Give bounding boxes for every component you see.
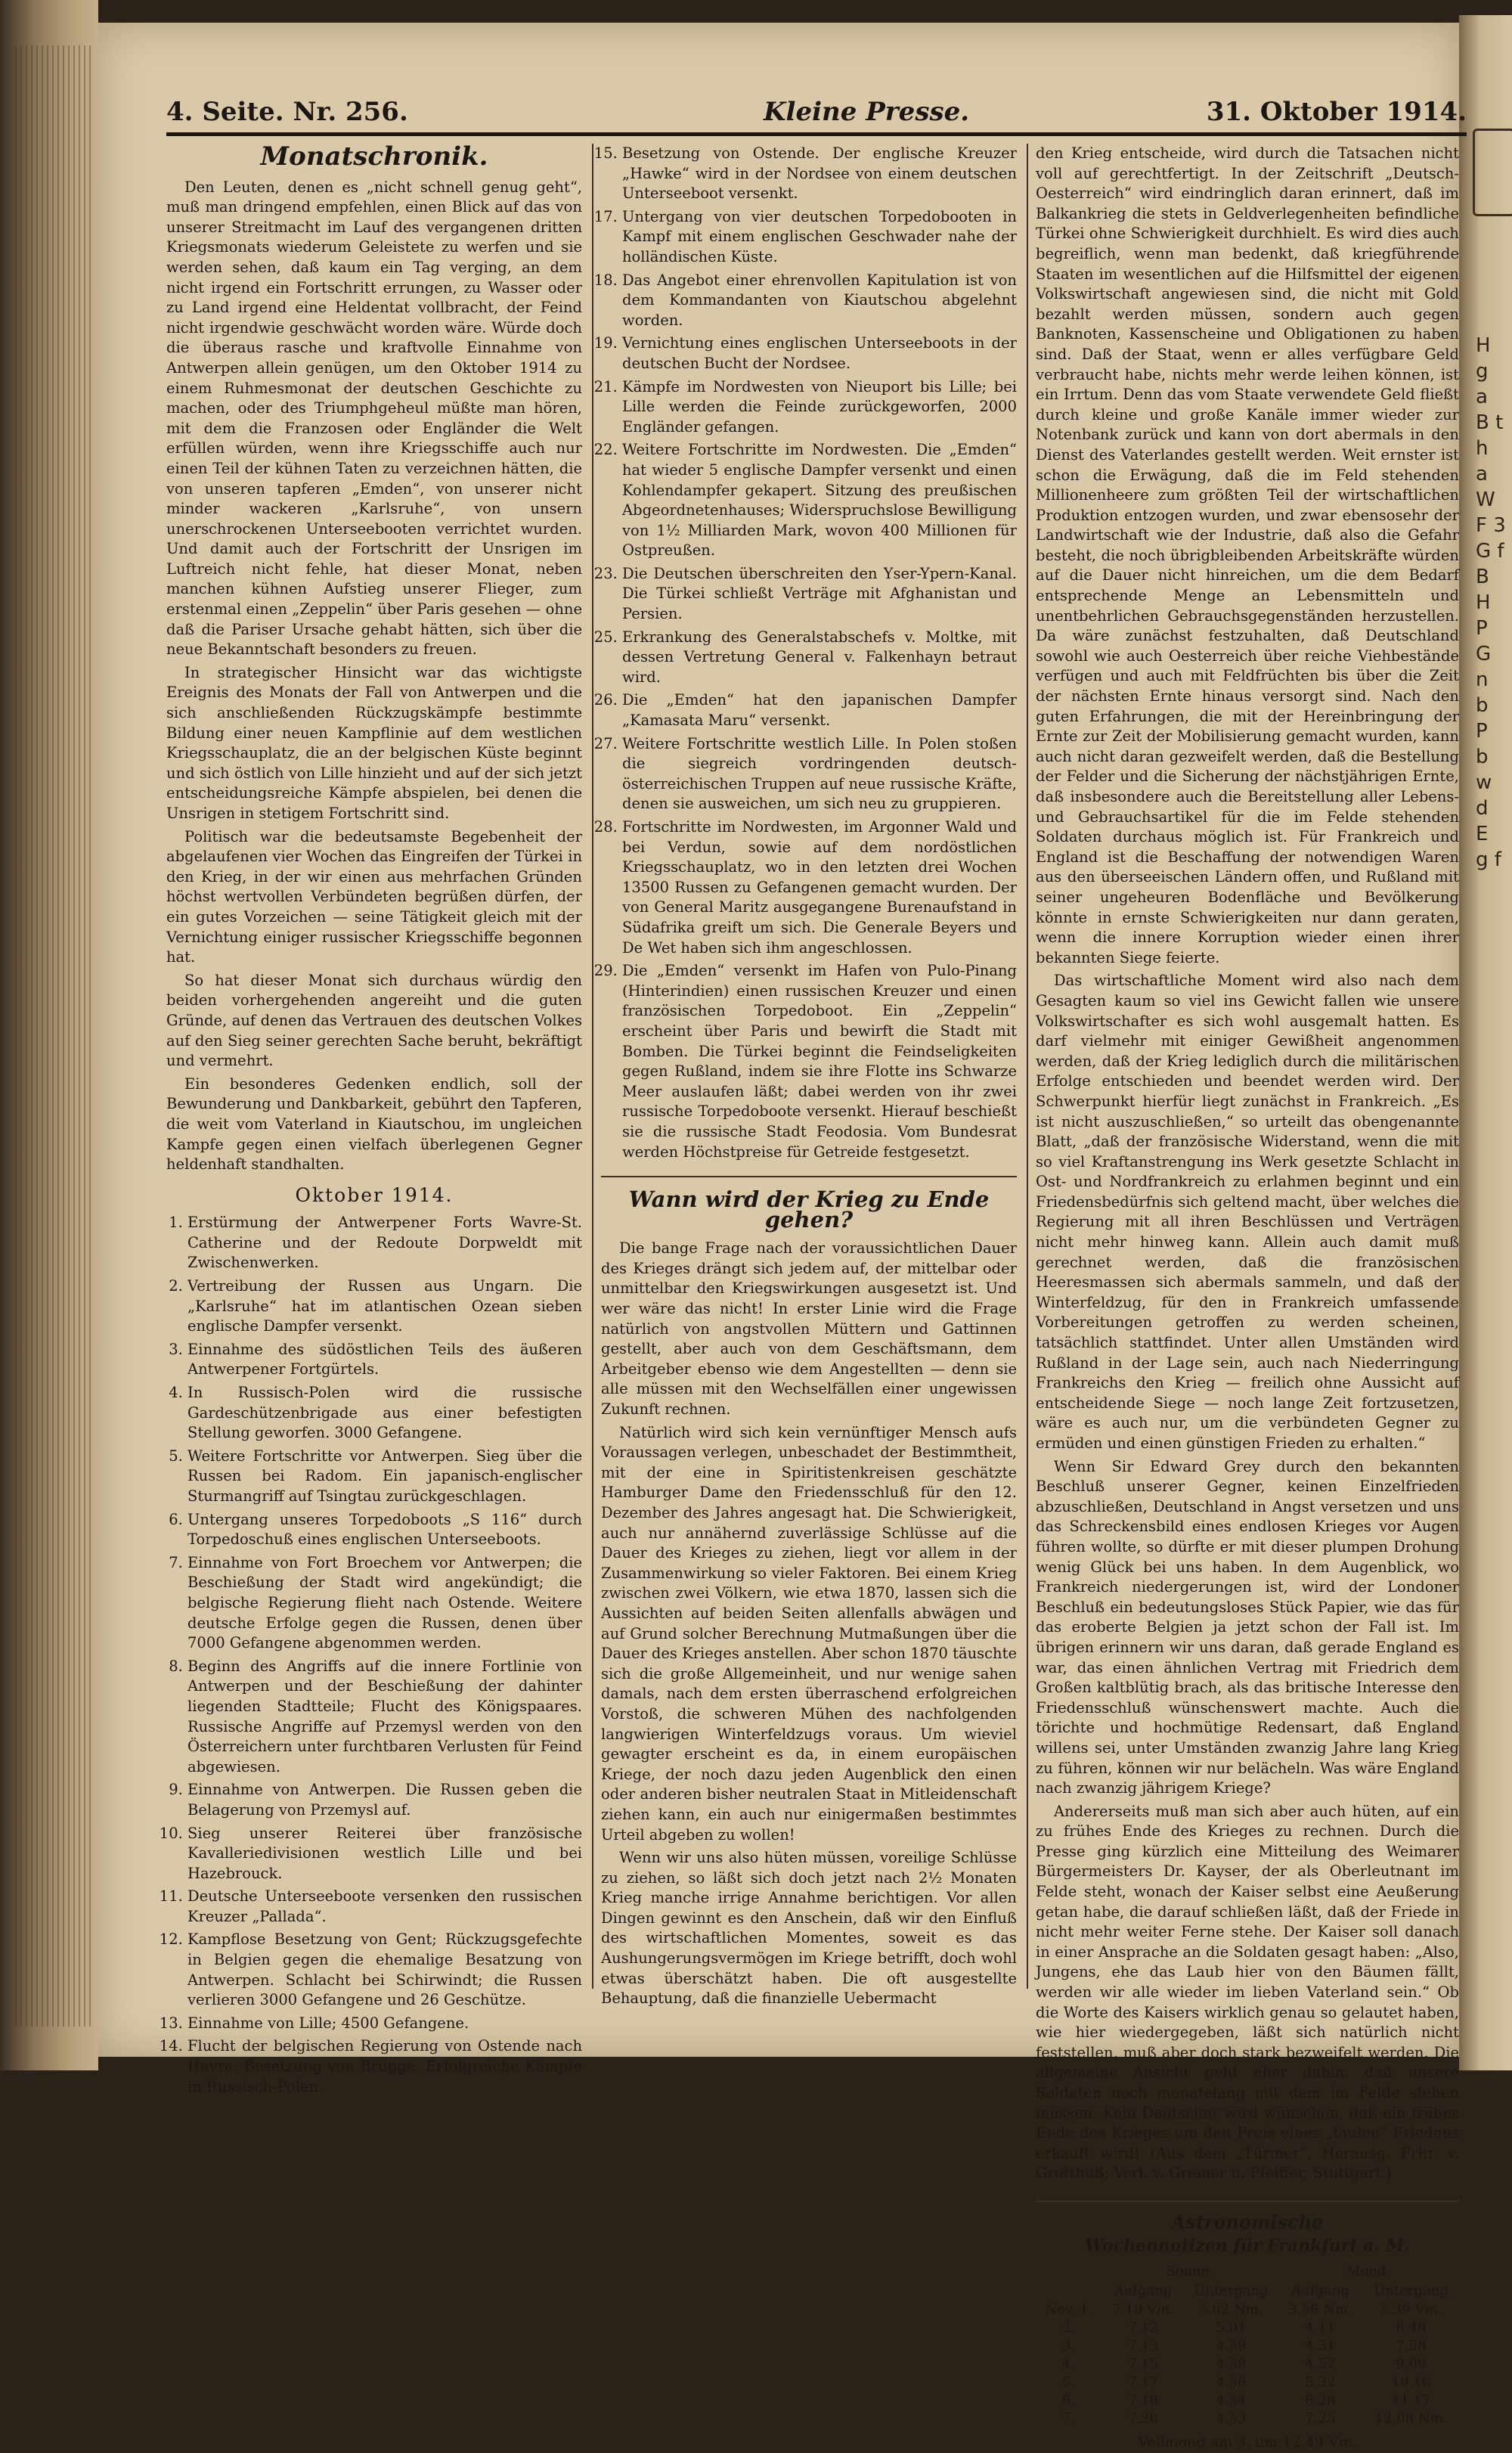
list-item: 28. Fortschritte im Nordwesten, im Argonner Wald und bei Verdun, sowie auf dem nordöstlichen Kriegsschauplatz, wo in den letzten drei Wochen 13500 Russen zu Gefangenen gemacht wurden. Der von General Maritz ausgegangene Burenaufstand in Südafrika greift um sich. Die Generale Beyers und De Wet haben sich ihm angeschlossen.	[622, 817, 1017, 958]
article-title: Monatschronik.	[260, 141, 488, 172]
list-item: 18. Das Angebot einer ehrenvollen Kapitulation ist von dem Kommandanten von Kiautschou abgelehnt worden.	[622, 271, 1017, 331]
section-subtitle: Oktober 1914.	[295, 1183, 454, 1206]
list-item: 23. Die Deutschen überschreiten den Yser-Ypern-Kanal. Die Türkei schließt Verträge mit Afghanistan und Persien.	[622, 564, 1017, 625]
paragraph: Natürlich wird sich kein vernünftiger Mensch aufs Voraussagen verlegen, unbeschadet der Bestimmtheit, mit der eine in Spiritistenkreisen geschätzte Hamburger Dame den Friedensschluß für den 12. Dezember des Jahres angesagt hat. Die Schwierigkeit, auch nur annähernd zuverlässige Schlüsse auf die Dauer des Krieges zu ziehen, liegt vor allem in der Zusammenwirkung so vieler Faktoren. Bei einem Krieg zwischen zwei Völkern, wie etwa 1870, lassen sich die Aussichten auf beiden Seiten allenfalls abwägen und auf Grund solcher Berechnung Mutmaßungen über die Dauer des Krieges anstellen. Aber schon 1870 täuschte sich die große Allgemeinheit, und nur wenige sahen damals, nach dem ersten überraschend erfolgreichen Vorstoß, die schweren Mühen des nachfolgenden langwierigen Winterfeldzugs voraus. Um wieviel gewagter erscheint es da, in einem europäischen Kriege, der noch dazu jeden Augenblick den einen oder anderen bisher neutralen Staat in Mitleidenschaft ziehen kann, ein auch nur einigermaßen bestimmtes Urteil abgeben zu wollen!	[601, 1423, 1017, 1844]
list-item: 14. Flucht der belgischen Regierung von Ostende nach Havre; Besetzung von Brügge. Erfolgreiche Kämpfe in Russisch-Polen.	[187, 2036, 582, 2097]
list-item: 29. Die „Emden“ versenkt im Hafen von Pulo-Pinang (Hinterindien) einen russischen Kreuzer und einen französischen Torpedoboot. Ein „Zeppelin“ erscheint über Paris und bewirft die Stadt mit Bomben. Die Türkei beginnt die Feindseligkeiten gegen Rußland, indem sie ihre Flotte ins Schwarze Meer auslaufen läßt; dabei werden von ihr zwei russische Torpedoboote versenkt. Hierauf beschießt sie die russische Stadt Feodosia. Vom Bundesrat werden Höchstpreise für Getreide festgesetzt.	[622, 961, 1017, 1162]
paragraph: Wenn wir uns also hüten müssen, voreilige Schlüsse zu ziehen, so läßt sich doch jetzt nach 2½ Monaten Krieg manche irrige Annahme berichtigen. Vor allen Dingen gewinnt es den Anschein, daß wir den Einfluß des wirtschaftlichen Momentes, soweit es das Aushungerungsvermögen im Kriege betrifft, doch wohl etwas überschätzt haben. Die oft ausgestellte Behauptung, daß die finanzielle Uebermacht	[601, 1849, 1017, 2008]
list-item: 3. Einnahme des südöstlichen Teils des äußeren Antwerpener Fortgürtels.	[187, 1340, 582, 1380]
column-header: Aufgang	[1114, 2283, 1173, 2299]
paragraph: Die bange Frage nach der voraussichtlichen Dauer des Krieges drängt sich jedem auf, der mittelbar oder unmittelbar den Kriegswirkungen ausgesetzt ist. Und wer wäre das nicht! In erster Linie wird die Frage natürlich von angstvollen Müttern und Gattinnen gestellt, aber auch von dem Geschäftsmann, dem Arbeitgeber ebenso wie dem Angestellten — denn sie alle müssen mit den Wechselfällen einer ungewissen Zukunft rechnen.	[601, 1239, 1017, 1419]
paragraph: Das wirtschaftliche Moment wird also nach dem Gesagten kaum so viel ins Gewicht fallen wie unsere Volkswirtschafter es sich wohl ausgemalt hatten. Es darf vielmehr mit einiger Gewißheit angenommen werden, daß der Krieg lediglich durch die militärischen Erfolge entschieden und beendet werden wird. Der Schwerpunkt hierfür liegt zunächst in Frankreich. „Es ist nicht auszuschließen,“ so urteilt das obengenannte Blatt, „daß der französische Widerstand, wenn die mit so viel Kraftanstrengung ins Werk gesetzte Schlacht in Ost- und Nordfrankreich zu erlahmen beginnt und ein Friedensbedürfnis sich geltend macht, über welches die Regierung mit all ihren Beschlüssen und Verträgen nicht mehr hinweg kann. Allein auch damit muß gerechnet werden, daß die französischen Heeresmassen sich abermals sammeln, und daß der Winterfeldzug, für den in Frankreich umfassende Vorbereitungen getroffen zu werden scheinen, tatsächlich stattfindet. Unter allen Umständen wird Rußland in der Lage sein, auch nach Niederringung Frankreichs den Krieg — freilich ohne Aussicht auf entscheidende Siege — noch lange Zeit fortzusetzen, wäre es auch nur, um die verbündeten Gegner zu ermüden und einen günstigen Frieden zu erhalten.“	[1036, 972, 1459, 1452]
column-header: Untergang	[1194, 2283, 1269, 2299]
column-divider	[1027, 144, 1028, 1989]
astronomy-table	[1036, 2262, 1459, 2428]
list-item: 13. Einnahme von Lille; 4500 Gefangene.	[187, 2014, 582, 2034]
list-item: 27. Weitere Fortschritte westlich Lille. In Polen stoßen die siegreich vordringenden deutsch-österreichischen Truppen auf neue russische Kräfte, denen sie ausweichen, um sich neu zu gruppieren.	[622, 734, 1017, 814]
list-item: 22. Weitere Fortschritte im Nordwesten. Die „Emden“ hat wieder 5 englische Dampfer versenkt und einen Kohlendampfer gekapert. Sitzung des preußischen Abgeordnetenhauses; Widerspruchslose Bewilligung von 1½ Milliarden Mark, wovon 400 Millionen für Ostpreußen.	[622, 440, 1017, 561]
column-divider	[592, 144, 593, 1989]
paragraph: Wenn Sir Edward Grey durch den bekannten Beschluß unserer Gegner, keinen Einzelfrieden abzuschließen, Deutschland in Angst versetzen und uns das Schreckensbild eines endlosen Krieges vor Augen führen wollte, so dürfte er mit dieser plumpen Drohung wenig Glück bei uns haben. In dem Augenblick, wo Frankreich niedergerungen ist, wird der Londoner Beschluß ein bedeutungsloses Stück Papier, wie das für das eroberte Belgien ja jetzt schon der Fall ist. Im übrigen erinnern wir uns daran, daß gerade England es war, das einen ähnlichen Vertrag mit Friedrich dem Großen kaltblütig brach, als das britische Interesse den Friedensschluß wünschenswert machte. Auch die törichte und hochmütige Redensart, daß England willens sei, unter Umständen zwanzig Jahre lang Krieg zu führen, können wir nur belächeln. Was wäre England nach zwanzig jährigem Kriege?	[1036, 1457, 1459, 1797]
paragraph: Politisch war die bedeutsamste Begebenheit der abgelaufenen vier Wochen das Eingreifen der Türkei in den Krieg, in der wir einen aus mehrfachen Gründen höchst wertvollen Verbündeten begrüßen dürfen, der ein gutes Vorzeichen — seine Tätigkeit gleich mit der Vernichtung einiger russischer Kriegsschiffe begonnen hat.	[166, 827, 582, 966]
column-2	[601, 144, 1017, 2012]
next-page-edge	[1459, 15, 1512, 2070]
list-item: 2. Vertreibung der Russen aus Ungarn. Die „Karlsruhe“ hat im atlantischen Ozean sieben englische Dampfer versenkt.	[187, 1276, 582, 1337]
list-item: 15. Besetzung von Ostende. Der englische Kreuzer „Hawke“ wird in der Nordsee von einem deutschen Unterseeboot versenkt.	[622, 144, 1017, 204]
paragraph: Den Leuten, denen es „nicht schnell genug geht“, muß man dringend empfehlen, einen Blick auf das von unserer Streitmacht im Lauf des vergangenen dritten Kriegsmonats wiederum Geleistete zu werfen und sie werden sehen, daß kaum ein Tag verging, an dem nicht irgend ein Fortschritt errungen, zu Wasser oder zu Land irgend eine Heldentat vollbracht, der Feind nicht irgendwie geschwächt worden wäre. Würde doch die überaus rasche und kraftvolle Einnahme von Antwerpen allein genügen, um den Oktober 1914 zu einem Ruhmesmonat der deutschen Geschichte zu machen, oder des Triumphgeheul müßte man hören, mit dem die Franzosen oder Engländer die Welt erfüllen würden, wenn ihre Kriegsschiffe auch nur einen Teil der kühnen Taten zu verzeichnen hätten, die von unseren tapferen „Emden“, von unserer nicht minder wackeren „Karlsruhe“, von unsern unerschrockenen Unterseebooten verrichtet wurden. Und damit auch der Fortschritt der Unsrigen im Luftreich nicht fehle, hat dieser Monat, neben manchen kühnen Aufstieg unserer Flieger, zum erstenmal einen „Zeppelin“ über Paris gesehen — ohne daß die Pariser Ursache gehabt hätten, sich über die neue Bekanntschaft besonders zu freuen.	[166, 178, 582, 659]
list-item: 25. Erkrankung des Generalstabschefs v. Moltke, mit dessen Vertretung General v. Falkenhayn betraut wird.	[622, 628, 1017, 688]
group-sun: Sonne.	[1166, 2263, 1213, 2280]
column-header: Aufgang	[1291, 2283, 1349, 2299]
list-item: 26. Die „Emden“ hat den japanischen Dampfer „Kamasata Maru“ versenkt.	[622, 690, 1017, 730]
paragraph: So hat dieser Monat sich durchaus würdig den beiden vorhergehenden angereiht und die guten Gründe, auf denen das Vertrauen des deutschen Volkes auf den Sieg seiner gerechten Sache beruht, bekräftigt und vermehrt.	[166, 971, 582, 1070]
list-item: 7. Einnahme von Fort Broechem vor Antwerpen; die Beschießung der Stadt wird angekündigt; die belgische Regierung flieht nach Ostende. Weitere deutsche Erfolge gegen die Russen, denen über 7000 Gefangene abgenommen werden.	[187, 1553, 582, 1654]
list-item: 11. Deutsche Unterseeboote versenken den russischen Kreuzer „Pallada“.	[187, 1887, 582, 1927]
table-row: 4. 7.15 4.58 4.57 9.09	[1062, 2356, 1427, 2373]
list-item: 12. Kampflose Besetzung von Gent; Rückzugsgefechte in Belgien gegen die ehemalige Besatzung von Antwerpen. Schlacht bei Schirwindt; die Russen verlieren 3000 Gefangene und 26 Geschütze.	[187, 1930, 582, 2010]
issue-date: 31. Oktober 1914.	[1206, 97, 1467, 127]
list-item: 19. Vernichtung eines englischen Unterseeboots in der deutschen Bucht der Nordsee.	[622, 333, 1017, 374]
table-row: 6. 7.18 4.54 6.28 11.17	[1062, 2393, 1431, 2409]
full-moon-note: Vollmond am 3. um 12.49 Vm.	[1138, 2434, 1357, 2451]
list-item: 1. Erstürmung der Antwerpener Forts Wavre-St. Catherine und der Redoute Dorpweldt mit Zwischenwerken.	[187, 1213, 582, 1273]
paragraph: Andererseits muß man sich aber auch hüten, auf ein zu frühes Ende des Krieges zu rechnen. Durch die Presse ging kürzlich eine Mitteilung des Weimarer Bürgermeisters Dr. Kayser, der als Oberleutnant im Felde steht, wonach der Kaiser selbst eine Aeußerung getan habe, die darauf schließen läßt, daß der Friede in nicht mehr weiter Ferne stehe. Der Kaiser soll danach in einer Ansprache an die Soldaten gesagt haben: „Also, Jungens, ehe das Laub hier von den Bäumen fällt, werden wir alle wieder im lieben Vaterland sein.“ Ob die Worte des Kaisers wirklich genau so gelautet haben, wie hier wiedergegeben, läßt sich natürlich nicht feststellen, muß aber doch stark bezweifelt werden. Die allgemeine Ansicht geht eher dahin, daß unsere Soldaten noch monatelang mit dem im Felde stehen müssen. Kein Deutscher wird wünschen, daß ein frühes Ende des Krieges um den Preis eines „faulen“ Friedens erkauft wird! (Aus dem „Türmer“, Herausg. Frhr. v. Grotthuß; Verl. v. Greiner u. Pfeiffer, Stuttgart.)	[1036, 1802, 1459, 2182]
page-edges	[15, 45, 91, 2027]
article-title: Wann wird der Krieg zu Ende gehen?	[601, 1176, 1017, 1230]
column-header: Untergang	[1374, 2283, 1448, 2299]
list-item: 21. Kämpfe im Nordwesten von Nieuport bis Lille; bei Lille werden die Feinde zurückgeworfen, 2000 Engländer gefangen.	[622, 377, 1017, 438]
newspaper-title: Kleine Presse.	[764, 97, 970, 127]
list-item: 5. Weitere Fortschritte vor Antwerpen. Sieg über die Russen bei Radom. Ein japanisch-englischer Sturmangriff auf Tsingtau zurückgeschlagen.	[187, 1447, 582, 1507]
astronomy-title: Astronomische	[1171, 2210, 1324, 2233]
list-item: 8. Beginn des Angriffs auf die innere Fortlinie von Antwerpen und der Beschießung der dahinter liegenden Stadtteile; Flucht des Königspaares. Russische Angriffe auf Przemysl werden von den Österreichern unter furchtbaren Verlusten für Feind abgewiesen.	[187, 1657, 582, 1778]
page-header	[166, 97, 1467, 135]
table-row: 3. 7.13 4.59 4.31 7.58	[1062, 2338, 1427, 2355]
list-item: 17. Untergang von vier deutschen Torpedobooten in Kampf mit einem englischen Geschwader nahe der holländischen Küste.	[622, 207, 1017, 268]
group-moon: Mond.	[1346, 2263, 1391, 2280]
table-row: 5. 7.17 4.56 5.32 10.16	[1062, 2374, 1431, 2391]
newspaper-page	[98, 23, 1467, 2451]
table-row: Nov. 1. 7.10 Vm. 5.02 Nm. 3.56 Nm. 5.39 Vm.	[1044, 2302, 1442, 2318]
chronicle-list	[166, 1213, 582, 2097]
book-binding-edge	[0, 0, 98, 2070]
list-item: 10. Sieg unserer Reiterei über französische Kavalleriedivisionen westlich Lille und bei Hazebrouck.	[187, 1824, 582, 1884]
column-1	[166, 141, 582, 2100]
list-item: 4. In Russisch-Polen wird die russische Gardeschützenbrigade aus einer befestigten Stellung geworfen. 3000 Gefangene.	[187, 1383, 582, 1444]
emblem-fragment	[1473, 129, 1512, 216]
paragraph: In strategischer Hinsicht war das wichtigste Ereignis des Monats der Fall von Antwerpen und die sich anschließenden Rückzugskämpfe bestimmte Bildung einer neuen Kampflinie auf dem westlichen Kriegsschauplatz, die an der belgischen Küste beginnt und sich östlich von Lille hinzieht und auf der sich jetzt entscheidungsreiche Kämpfe abspielen, bei denen die Unsrigen in stetigem Fortschritt sind.	[166, 663, 582, 822]
paragraph: den Krieg entscheide, wird durch die Tatsachen nicht voll auf gerechtfertigt. In der Zeitschrift „Deutsch-Oesterreich“ wird eindringlich daran erinnert, daß im Balkankrieg die stets in Geldverlegenheiten befindliche Türkei ohne Schwierigkeit durchhielt. Es wird dies auch begreiflich, wenn man bedenkt, daß kriegführende Staaten im wesentlichen auf die Hilfsmittel der eigenen Volkswirtschaft angewiesen sind, die nicht mit Gold bezahlt werden müssen, sondern auch gegen Banknoten, Kassenscheine und Obligationen zu haben sind. Daß der Staat, wenn er alles verfügbare Geld verbraucht habe, nichts mehr werde leihen können, ist ein Irrtum. Denn das vom Staate verwendete Geld fließt durch kleine und große Kanäle immer wieder zur Notenbank zurück und kann von dort abermals in den Dienst des Vaterlandes gestellt werden. Weit ernster ist schon die Erwägung, daß die im Feld stehenden Millionenheere zum größten Teil der wirtschaftlichen Produktion entzogen wurden, und zwar ebensosehr der Landwirtschaft wie der Industrie, daß also die Gefahr besteht, die noch übrigbleibenden Arbeitskräfte würden auf die Dauer nicht hinreichen, um die dem Bedarf entsprechende Menge an Lebensmitteln und unentbehrlichen Gebrauchsgegenständen herzustellen. Da wäre zunächst festzuhalten, daß Deutschland sowohl wie auch Oesterreich über reiche Viehbestände verfügen und auch mit Feldfrüchten bis über die Zeit der nächsten Ernte hinaus versorgt sind. Nach den guten Erfahrungen, die mit der Hereinbringung der Ernte zur Zeit der Mobilisierung gemacht wurden, kann auch nicht daran gezweifelt werden, daß die Bestellung der Felder und die Sicherung der nächstjährigen Ernte, daß insbesondere auch die Bereitstellung aller Lebens- und Gebrauchsartikel für die im Felde stehenden Soldaten durchaus möglich ist. Für Frankreich und England ist die Beschaffung der notwendigen Waren aus den überseeischen Ländern offen, und Rußland mit seiner ungeheuren Bodenfläche und Bevölkerung könnte in ernste Schwierigkeiten nur dann geraten, wenn die innere Korruption wieder einen ihrer bekannten Siege feierte.	[1036, 144, 1459, 966]
chronicle-list-continued	[601, 144, 1017, 1162]
table-row: 7. 7.20 4.53 7.25 12.08 Nm.	[1062, 2411, 1448, 2427]
list-item: 9. Einnahme von Antwerpen. Die Russen geben die Belagerung von Przemysl auf.	[187, 1780, 582, 1820]
paragraph: Ein besonderes Gedenken endlich, soll der Bewunderung und Dankbarkeit, gebührt den Tapferen, die weit vom Vaterland in Kiautschou, im ungleichen Kampfe gegen einen vielfach überlegenen Gegner heldenhaft standhalten.	[166, 1075, 582, 1174]
page-number: 4. Seite. Nr. 256.	[166, 97, 408, 127]
header-rule	[166, 132, 1467, 136]
astronomy-box	[1036, 2200, 1459, 2453]
table-row: 2. 7.12 5.01 4.11 6.48	[1062, 2320, 1427, 2337]
list-item: 6. Untergang unseres Torpedoboots „S 116“ durch Torpedoschuß eines englischen Unterseeboots.	[187, 1510, 582, 1550]
astronomy-subtitle: Wochennotizen für Frankfurt a. M.	[1085, 2235, 1410, 2256]
column-3	[1036, 144, 1459, 2453]
next-page-text-fragment: H g a B t h a W F 3 G f B H P G n b P b w d E g f	[1476, 334, 1506, 871]
